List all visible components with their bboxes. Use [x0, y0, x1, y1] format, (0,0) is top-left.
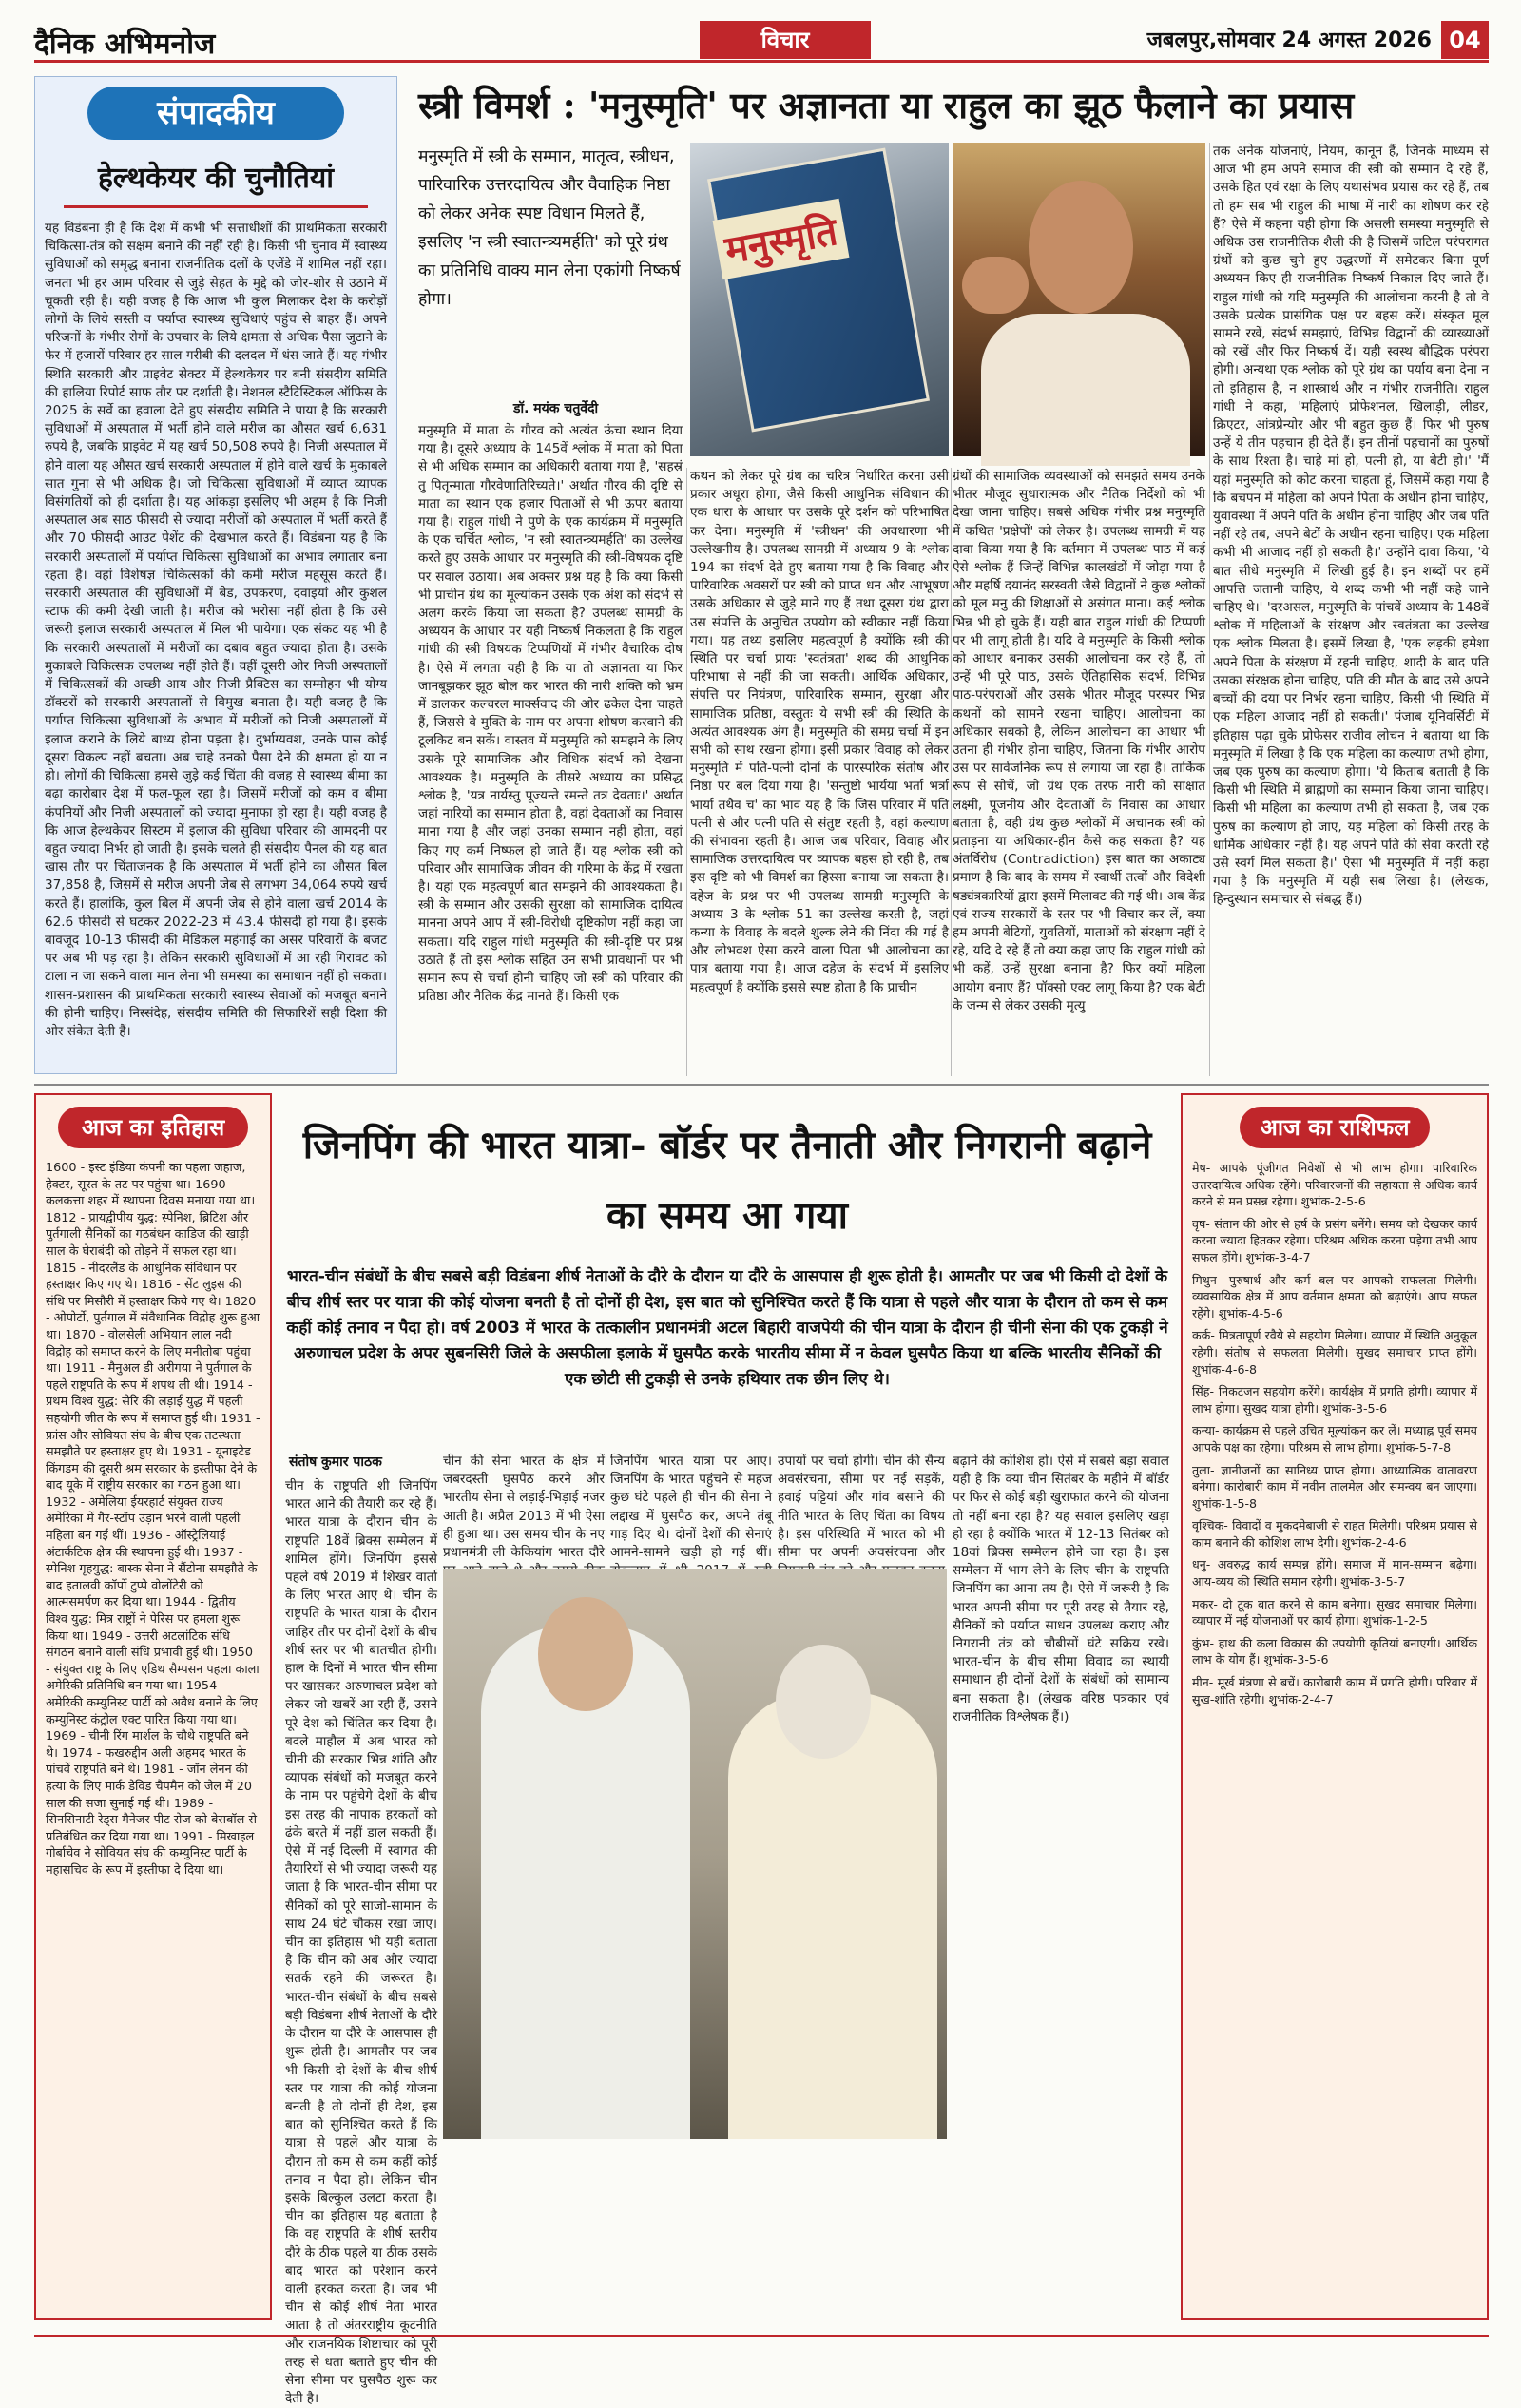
editorial-column — [34, 76, 397, 1074]
editorial-title-rule — [64, 205, 368, 208]
rashifal-body — [1192, 1160, 1477, 1707]
rashifal-item: तुला- ज्ञानीजनों का सानिध्य प्राप्त होगा। आध्यात्मिक वातावरण बनेगा। कारोबारी काम में नवीन तालमेल और समन्वय बन जाएगा। शुभांक-1-5-8 — [1192, 1462, 1477, 1511]
china-article-column-2: चीन की सेना भारत के क्षेत्र में जबरदस्ती घुसपैठ करने और भारतीय सेना से लड़ाई-भिड़ाई नजर आती है। अप्रैल 2013 में भी ऐसा ही हुआ था। उस समय चीन के नए प्रधानमंत्री ली केकियांग भारत दौरे — [443, 1454, 605, 1561]
rashifal-item: मिथुन- पुरुषार्थ और कर्म बल पर आपको सफलता मिलेगी। व्यवसायिक क्षेत्र में आप वर्तमान क्षमता को बढ़ाएंगे। आप सफल रहेंगे। शुभांक-4-5-6 — [1192, 1272, 1477, 1320]
photo-figure-hand — [962, 257, 1029, 314]
main-article-column-4: तक अनेक योजनाएं, नियम, कानून हैं, जिनके माध्यम से आज भी हम अपने समाज की स्त्री को सम्मान दे रहे हैं, उसके हित एवं रक्षा के लिए यथासंभव प्रयास कर रहे हैं, तब तो हम सब भी राहुल की भाषा में नारी का शोषण कर रहे हैं? ऐसे में कहना यही होगा कि असली समस्या मनुस्मृति से अधिक उस राजनीतिक शैली की है जिसमें जटिल परंपरागत ग्रंथों को कुछ चुने हुए उद्धरणों में समेटकर बिना पूर्ण अध्ययन किए ही राजनीतिक निष्कर्ष निकाल दिए जाते हैं। राहुल गांधी को यदि मनुस्मृति की आलोचना करनी है तो वे उसके प्रत्येक प्रासंगिक पक्ष पर बहस करें। संस्कृत मूल सामने रखें, संदर्भ समझाएं, विभिन्न विद्वानों की व्याख्याओं को रखें और फिर निष्कर्ष दें। यही स्वस्थ बौद्धिक परंपरा होगी। अन्यथा एक श्लोक को पूरे ग्रंथ का पर्याय बना देना न तो इतिहास है, न शास्त्रार्थ और न गंभीर राजनीति। राहुल गांधी ने कहा, 'महिलाएं प्रोफेशनल, खिलाड़ी, लीडर, क्रिएटर, आंत्रप्रेन्योर और भी बहुत कुछ हैं। फिर भी पुरुष उन्हें ये तीन पहचान ही देते हैं। इन तीनों पहचानों का पुरुषों के साथ रिश्ता है। चाहे मां हो, पत्नी हो, या बेटी हो।' 'मैं यहां मनुस्मृति को कोट करना चाहता हूं, जिसमें कहा गया है कि बचपन में महिला को अपने पिता के अधीन होना चाहिए, युवावस्था में अपने पति के अधीन होना चाहिए और जब पति नहीं रहे तब, अपने बेटों के अधीन रहना चाहिए। एक महिला कभी भी आजाद नहीं हो सकती है।' उन्होंने दावा किया, 'ये बात सीधे मनुस्मृति में लिखी हुई है। इन शब्दों पर हमें आपत्ति जतानी चाहिए, ये शब्द कभी भी नहीं कहे जाने चाहिए थे।' 'दरअसल, मनुस्मृति के पांचवें अध्याय के 148वें श्लोक में महिलाओं के संरक्षण और स्वतंत्रता का उल्लेख एक श्लोक मिलता है। इसमें लिखा है, 'एक लड़की हमेशा अपने पिता के संरक्षण में रहनी चाहिए, शादी के बाद पति उसका संरक्षक होना चाहिए, पति की मौत के बाद उसे अपने बच्चों की दया पर निर्भर रहना चाहिए, किसी भी स्थिति में एक महिला आजाद नहीं हो सकती।' पंजाब यूनिवर्सिटी में इतिहास पढ़ा चुके प्रोफेसर राजीव लोचन ने बताया था कि मनुस्मृति में लिखा है कि एक महिला का कल्याण तभी होगा, जब एक पुरुष का कल्याण होगा। 'ये किताब बताती है कि किसी भी स्थिति में ब्राह्मणों का सम्मान किया जाना चाहिए। किसी भी महिला का कल्याण तभी हो सकता है, जब एक पुरुष का कल्याण हो जाए, यह महिला को किसी तरह के धार्मिक अधिकार नहीं है। यह अपने पति की सेवा करती रहे उसे स्वर्ग मिल सकता है।' ऐसा भी मनुस्मृति में नहीं कहा गया है कि मनुस्मृति में यही सब लिखा है। (लेखक, हिन्दुस्थान समाचार से संबद्ध हैं।) — [1213, 144, 1489, 908]
rashifal-label: आज का राशिफल — [1240, 1107, 1430, 1148]
rashifal-item: कन्या- कार्यक्रम से पहले उचित मूल्यांकन कर लें। मध्याह्न पूर्व समय आपके पक्ष का रहेगा। परिश्रम से लाभ होगा। शुभांक-5-7-8 — [1192, 1423, 1477, 1454]
itihas-body: 1600 - इस्ट इंडिया कंपनी का पहला जहाज, हेक्टर, सूरत के तट पर पहुंचा था। 1690 - कलकत्ता शहर में स्थापना दिवस मनाया गया था। 1812 - प्रायद्वीपीय युद्ध: स्पेनिश, ब्रिटिश और पुर्तगाली सैनिकों का गठबंधन काडिज की खाड़ी साल के घेराबंदी को तोड़ने में सफल रहा था। 1815 - नीदरलैंड के आधुनिक संविधान पर हस्ताक्षर किए गए थे। 1816 - सेंट लुइस की संधि पर मिसौरी में हस्ताक्षर किये गए थे। 1820 - ओपोर्टो, पुर्तगाल में संवैधानिक विद्रोह शुरू हुआ था। 1870 - वोलसेली अभियान लाल नदी विद्रोह को समाप्त करने के लिए मनीतोबा पहुंचा था। 1911 - मैनुअल डी अरीगया ने पुर्तगाल के पहले राष्ट्रपति के रूप में शपथ ली थी। 1914 - प्रथम विश्व युद्ध: सेरि की लड़ाई युद्ध में पहली सहयोगी जीत के रूप में समाप्त हुई थी। 1931 - फ्रांस और सोवियत संघ के बीच एक तटस्थता समझौते पर हस्ताक्षर हुए थे। 1931 - यूनाइटेड किंगडम की दूसरी श्रम सरकार के इस्तीफा देने के बाद यूके में राष्ट्रीय सरकार का गठन हुआ था। 1932 - अमेलिया ईयरहार्ट संयुक्त राज्य अमेरिका में गैर-स्टॉप उड़ान भरने वाली पहली महिला बन गईं थीं। 1936 - ऑस्ट्रेलियाई अंटार्कटिक क्षेत्र की स्थापना हुई थी। 1937 - स्पेनिश गृहयुद्ध: बास्क सेना ने सैंटोना समझौते के बाद इतालवी कॉर्पो टुप्पे वोलोंटेरी को आत्मसमर्पण कर दिया था। 1944 - द्वितीय विश्व युद्ध: मित्र राष्ट्रों ने पेरिस पर हमला शुरू किया था। 1949 - उत्तरी अटलांटिक संधि संगठन बनाने वाली संधि प्रभावी हुई थी। 1950 - संयुक्त राष्ट्र के लिए एडिथ सैम्पसन पहला काला अमेरिकी प्रतिनिधि बन गया था। 1954 - अमेरिकी कम्युनिस्ट पार्टी को अवैध बनाने के लिए कम्युनिस्ट कंट्रोल एक्ट पारित किया गया था। 1969 - चीनी रिंग मार्शल के चौथे राष्ट्रपति बने थे। 1974 - फखरुद्दीन अली अहमद भारत के पांचवें राष्ट्रपति बने थे। 1981 - जॉन लेनन की हत्या के लिए मार्क डेविड चैपमैन को जेल में 20 साल की सजा सुनाई गई थी। 1989 - सिनसिनाटी रेड्स मैनेजर पीट रोज को बेसबॉल से प्रतिबंधित कर दिया गया था। 1991 - मिखाइल गोर्बाचेव ने सोवियत संघ की कम्युनिस्ट पार्टी के महासचिव के रूप में इस्तीफा दे दिया था। — [46, 1161, 260, 1878]
rahul-gandhi-photo — [953, 143, 1205, 456]
xi-modi-photo — [443, 1569, 947, 2139]
rashifal-item: मेष- आपके पूंजीगत निवेशों से भी लाभ होगा। पारिवारिक उत्तरदायित्व अधिक रहेंगे। परिवारजनों की सहायता से अधिक कार्य करने से मन प्रसन्न रहेगा। शुभांक-2-5-6 — [1192, 1161, 1477, 1209]
china-article-intro: भारत-चीन संबंधों के बीच सबसे बड़ी विडंबना शीर्ष नेताओं के दौरे के दौरान या दौरे के आसपास ही शुरू होती है। आमतौर पर जब भी किसी दो देशों के बीच शीर्ष स्तर पर यात्रा की कोई योजना बनती है तो दोनों ही देश, इस बात को सुनिश्चित करते हैं कि यात्रा से पहले और यात्रा के दौरान तो कम से कम कहीं कोई तनाव न पैदा हो। वर्ष 2003 में भारत के तत्कालीन प्रधानमंत्री अटल बिहारी वाजपेयी की चीन यात्रा के दौरान ही चीनी सेना की एक टुकड़ी ने अरुणाचल प्रदेश के अपर सुबनसिरी जिले के असफीला इलाके में घुसपैठ करके भारतीय सीमा में न केवल घुसपैठ किया था बल्कि भारतीय सैनिकों की एक छोटी सी टुकड़ी से उनके हथियार तक छीन लिए थे। — [286, 1267, 1168, 1389]
photo-figure-right-head — [776, 1645, 871, 1759]
book-title-text: मनुस्मृति — [713, 199, 850, 279]
editorial-label: संपादकीय — [87, 87, 344, 140]
column-divider — [951, 468, 952, 1076]
rashifal-item: मीन- मूर्ख मंत्रणा से बचें। कारोबारी काम में प्रगति होगी। परिवार में सुख-शांति रहेगी। शुभांक-2-4-7 — [1192, 1675, 1477, 1706]
page-number: 04 — [1441, 21, 1489, 59]
china-article-column-5: बढ़ाने की कोशिश हो। ऐसे में सबसे बड़ा सवाल यही है कि क्या चीन सितंबर के महीने में बॉर्डर पर फिर से कोई बड़ी खुराफात करने की योजना तो नहीं बना रहा है? यह सवाल इसलिए खड़ा हो रहा है क्योंकि भारत में 12-13 सितंबर को 18वां ब्रिक्स सम्मेलन होने जा रहा है। इस सम्मेलन में भाग लेने के लिए चीन के राष्ट्रपति जिनपिंग का आना तय है। ऐसे में जरूरी है कि भारत अपनी सीमा पर पूरी तरह से तैयार रहे, सैनिकों को पर्याप्त साधन उपलब्ध कराए और निगरानी तंत्र को चौबीसों घंटे सक्रिय रखे। भारत-चीन के बीच सीमा विवाद का स्थायी समाधान ही दोनों देशों के संबंधों को सामान्य बना सकता है। (लेखक वरिष्ठ पत्रकार एवं राजनीतिक विश्लेषक हैं।) — [953, 1454, 1169, 1724]
rashifal-item: धनु- अवरुद्ध कार्य सम्पन्न होंगे। समाज में मान-सम्मान बढ़ेगा। आय-व्यय की स्थिति समान रहेगी। शुभांक-3-5-7 — [1192, 1557, 1477, 1589]
photo-figure-left-head — [538, 1597, 633, 1711]
section-label: विचार — [700, 21, 871, 59]
photo-figure-right — [728, 1692, 937, 2139]
photo-figure-shirt — [981, 314, 1190, 466]
editorial-title: हेल्थकेयर की चुनौतियां — [97, 162, 335, 195]
rashifal-column — [1181, 1093, 1489, 2320]
editorial-body: यह विडंबना ही है कि देश में कभी भी सत्ताधीशों की प्राथमिकता सरकारी चिकित्सा-तंत्र को सक्षम बनाने की नहीं रही है। किसी भी चुनाव में स्वास्थ्य सुविधाओं को समृद्ध बनाना राजनीतिक दलों के एजेंडे में शामिल नहीं रहा। जनता भी हर आम परिवार से जुड़े सेहत के मुद्दे को जोर-शोर से उठाने में चूकती रही है। यही वजह है कि आज भी कुल मिलाकर देश के करोड़ों लोगों के लिये सस्ती व पर्याप्त स्वास्थ्य सुविधाएं पहुंच से बाहर हैं। अपने परिजनों के गंभीर रोगों के उपचार के लिये क्षमता से अधिक पैसा जुटाने के फेर में हजारों परिवार हर साल गरीबी की दलदल में धंस जाते हैं। यह गंभीर स्थिति सरकारी और प्राइवेट सेक्टर में हेल्थकेयर पर बनी संसदीय समिति की हालिया रिपोर्ट साफ तौर पर दर्शाती है। नेशनल स्टैटिस्टिकल ऑफिस के 2025 के सर्वे का हवाला देते हुए संसदीय समिति ने पाया है कि सरकारी सुविधाओं में अस्पताल में भर्ती होने वाले मरीज का औसत खर्च 6,631 रुपये है, जबकि प्राइवेट में यह खर्च 50,508 रुपये है। निजी अस्पताल में होने वाला यह औसत खर्च सरकारी अस्पताल में होने वाले खर्च के मुकाबले सात गुना से भी अधिक है। जो चिकित्सा सुविधाओं में व्याप्त व्यापक विसंगतियों को ही दर्शाता है। यह आंकड़ा इसलिए भी अहम है कि निजी अस्पताल अब साठ फीसदी से ज्यादा मरीजों को अस्पताल में भर्ती करते हैं और 70 फीसदी आउट पेशेंट की देखभाल करते हैं। विडंबना यह है कि सरकारी अस्पतालों में पर्याप्त चिकित्सा सुविधाओं का अभाव लगातार बना रहता है। वहां विशेषज्ञ चिकित्सकों की कमी मरीज महसूस करते हैं। सरकारी अस्पताल की सुविधाओं में बेड, उपकरण, दवाइयां और कुशल स्टाफ की कमी देखी जाती है। मरीज को भरोसा नहीं होता है कि उसे जरूरी इलाज सरकारी अस्पताल में मिल भी पायेगा। एक संकट यह भी है कि सरकारी अस्पतालों में मरीजों का दबाव बहुत ज्यादा होता है। उसके मुकाबले चिकित्सक उपलब्ध नहीं होते हैं। वहीं दूसरी ओर निजी अस्पतालों में चिकित्सकों की अच्छी आय और निजी प्रैक्टिस का सम्मोहन भी योग्य डॉक्टरों को सरकारी अस्पतालों से विमुख बनाता है। यही वजह है कि पर्याप्त चिकित्सा सुविधाओं के अभाव में मरीजों को निजी अस्पतालों में इलाज कराने के लिये बाध्य होना पड़ता है। दुर्भाग्यवश, उनके पास कोई दूसरा विकल्प नहीं बचता। अब चाहे उनको पैसा देने की क्षमता हो या न हो। लोगों की चिकित्सा हमसे जुड़े कई चिंता की वजह से स्वास्थ्य बीमा का बढ़ा कारोबार देश में फल-फूल रहा है। जिसमें मरीजों को कम व बीमा कंपनियों और निजी अस्पतालों को ज्यादा मुनाफा हो रहा है। यही वजह है कि आज हेल्थकेयर सिस्टम में इलाज की सुविधा परिवार की आमदनी पर बहुत ज्यादा निर्भर हो जाती है। इसके चलते ही संसदीय पैनल की यह बात खास तौर पर चिंताजनक है कि अस्पताल में भर्ती होने का औसत बिल 37,858 है, जिसमें से मरीज अपनी जेब से लगभग 34,064 रुपये खर्च करते हैं। हालांकि, कुल बिल में अपनी जेब से होने वाला खर्च 2014 के 62.6 फीसदी से घटकर 2022-23 में 43.4 फीसदी हो गया है। इसके बावजूद 10-13 फीसदी की मेडिकल महंगाई का असर परिवारों के बजट पर अब भी पड़ रहा है। लेकिन सरकारी सुविधाओं में आ रही गिरावट को टाला न जा सकने वाला मान लेना भी समस्या का समाधान नहीं हो सकता। शासन-प्रशासन की प्राथमिकता सरकारी स्वास्थ्य सेवाओं को मजबूत बनाने की होनी चाहिए। निस्संदेह, संसदीय समिति की सिफारिशें सही दिशा की ओर संकेत देती हैं। — [45, 221, 387, 1039]
column-divider — [1209, 143, 1210, 1076]
china-article-column-3: जिनपिंग भारत यात्रा पर आए। जिनपिंग के भारत पहुंचने से महज कुछ घंटे पहले ही चीन की सेना ने लद्दाख में घुसपैठ कर, अपने तंबू गाड़ दिए थे। दोनों देशों की सेनाएं आमने-सामने खड़ी हो गई थीं। — [610, 1454, 772, 1561]
main-article-pullquote: मनुस्मृति में स्त्री के सम्मान, मातृत्व, स्त्रीधन, पारिवारिक उत्तरदायित्व और वैवाहिक निष्ठा को लेकर अनेक स्पष्ट विधान मिलते हैं, इसलिए 'न स्त्री स्वातन्त्र्यमर्हति' को पूरे ग्रंथ का प्रतिनिधि वाक्य मान लेना एकांगी निष्कर्ष होगा। — [418, 147, 681, 309]
china-article-column-4: उपायों पर चर्चा होगी। चीन की सैन्य अवसंरचना, सीमा पर नई सड़कें, हवाई पट्टियां और गांव बसाने की नीति भारत के लिए चिंता का विषय है। इस परिस्थिति में भारत को भी सीमा पर अपनी अवसंरचना और — [778, 1454, 945, 1561]
main-article-byline: डॉ. मयंक चतुर्वेदी — [513, 401, 599, 416]
rashifal-item: कर्क- मित्रतापूर्ण रवैये से सहयोग मिलेगा। व्यापार में स्थिति अनुकूल रहेगी। संतोष से सफलता मिलेगी। सुखद समाचार प्राप्त होंगे। शुभांक-4-6-8 — [1192, 1328, 1477, 1377]
main-article-column-3: ग्रंथों की सामाजिक व्यवस्थाओं को समझते समय उनके भीतर मौजूद सुधारात्मक और नैतिक निर्देशों को भी देखा जाना चाहिए। सबसे अधिक गंभीर प्रश्न मनुस्मृति में कथित 'प्रक्षेपों' को लेकर है। उपलब्ध सामग्री में यह दावा किया गया है कि वर्तमान में उपलब्ध पाठ में कई ऐसे श्लोक हैं जिन्हें विभिन्न कालखंडों में जोड़ा गया है और महर्षि दयानंद सरस्वती जैसे विद्वानों ने कुछ श्लोकों को मूल मनु की शिक्षाओं से असंगत माना। कई श्लोक भिन्न भी हो चुके हैं। यही बात राहुल गांधी की टिप्पणी पर भी लागू होती है। यदि वे मनुस्मृति के किसी श्लोक को आधार बनाकर उसकी आलोचना कर रहे हैं, तो उन्हें भी पूरे पाठ, उसके ऐतिहासिक संदर्भ, विभिन्न पाठ-परंपराओं और उसके भीतर मौजूद परस्पर भिन्न कथनों को सामने रखना चाहिए। आलोचना का अधिकार सबको है, लेकिन आलोचना का आधार भी उतना ही गंभीर होना चाहिए, जितना कि गंभीर आरोप उस पर सार्वजनिक रूप से लगाया जा रहा है। तार्किक रूप से सोचें, जो ग्रंथ एक तरफ नारी को साक्षात लक्ष्मी, पूजनीय और देवताओं के निवास का आधार बताता है, वही ग्रंथ कुछ श्लोकों में अचानक स्त्री को प्रताड़ना या अधिकार-हीन कैसे कह सकता है? यह अंतर्विरोध (Contradiction) इस बात का अकाट्य प्रमाण है कि बाद के समय में स्वार्थी तत्वों और विदेशी षड्यंत्रकारियों द्वारा इसमें मिलावट की गई थी। अब केंद्र एवं राज्य सरकारों के स्तर पर भी विचार कर लें, क्या हम अपनी बेटियों, युवतियों, माताओं को संरक्षण नहीं दे रहे, यदि दे रहे हैं तो क्या कहा जाए कि राहुल गांधी को भी कहें, उन्हें सुरक्षा बनाना है? फिर क्यों महिला आयोग बनाए हैं? पॉक्सो एक्ट लागू किया है? एक बेटी के जन्म से लेकर उसकी मृत्यु — [953, 469, 1205, 1013]
book-cover — [707, 148, 930, 433]
main-article-column-1: मनुस्मृति में माता के गौरव को अत्यंत ऊंचा स्थान दिया गया है। दूसरे अध्याय के 145वें श्लोक में माता को पिता से भी अधिक सम्मान का अधिकारी बताया गया है, 'सहस्रं तु पितृन्माता गौरवेणातिरिच्यते।' अर्थात गौरव की दृष्टि से माता का स्थान एक हजार पिताओं से भी ऊपर बताया गया है। राहुल गांधी ने पुणे के एक कार्यक्रम में मनुस्मृति के एक चर्चित श्लोक, 'न स्त्री स्वातन्त्र्यमर्हति' का उल्लेख करते हुए उसके आधार पर मनुस्मृति की स्त्री-विषयक दृष्टि पर सवाल उठाया। अब अक्सर प्रश्न यह है कि क्या किसी भी प्राचीन ग्रंथ का मूल्यांकन उसके एक अंश को संदर्भ से अलग करके किया जा सकता है? उपलब्ध सामग्री के अध्ययन के आधार पर यही निष्कर्ष निकलता है कि राहुल गांधी की स्त्री विषयक टिप्पणियों में गंभीर वैचारिक दोष है। ऐसे में लगता यही है कि या तो अज्ञानता या फिर जानबूझकर झूठ बोल कर भारत की नारी शक्ति को भ्रम में डालकर कल्चरल मार्क्सवाद की ओर ढकेल देना चाहते हैं, जिससे वे मुक्ति के नाम पर अपना शोषण करवाने की टूलकिट बन सकें। वास्तव में मनुस्मृति को समझने के लिए उसके पूरे सामाजिक और विधिक संदर्भ को देखना आवश्यक है। मनुस्मृति के तीसरे अध्याय का प्रसिद्ध श्लोक है, 'यत्र नार्यस्तु पूज्यन्ते रमन्ते तत्र देवताः।' अर्थात जहां नारियों का सम्मान होता है, वहां देवताओं का निवास माना गया है और जहां उनका सम्मान नहीं होता, वहां किए गए कर्म निष्फल हो जाते हैं। यह श्लोक स्त्री को परिवार और सामाजिक जीवन की गरिमा के केंद्र में रखता है। यहां एक महत्वपूर्ण बात समझने की आवश्यकता है। स्त्री के सम्मान और उसकी सुरक्षा को सामाजिक दायित्व मानना अपने आप में स्त्री-विरोधी दृष्टिकोण नहीं कहा जा सकता। यदि राहुल गांधी मनुस्मृति की स्त्री-दृष्टि पर प्रश्न उठाते हैं तो इस श्लोक सहित उन सभी प्रावधानों पर भी समान रूप से चर्चा होनी चाहिए जो स्त्री को परिवार की प्रतिष्ठा और नैतिक केंद्र मानते हैं। किसी एक — [418, 423, 683, 1005]
rashifal-item: वृष- संतान की ओर से हर्ष के प्रसंग बनेंगे। समय को देखकर कार्य करना ज्यादा हितकर रहेगा। परिश्रम अधिक करना पड़ेगा तभी आप सफल होंगे। शुभांक-3-4-7 — [1192, 1216, 1477, 1264]
china-article-byline: संतोष कुमार पाठक — [289, 1454, 382, 1470]
rashifal-item: मकर- दो टूक बात करने से काम बनेगा। सुखद समाचार मिलेगा। व्यापार में नई योजनाओं पर कार्य होगा। शुभांक-1-2-5 — [1192, 1596, 1477, 1628]
section-rule — [34, 1084, 1489, 1086]
itihas-label: आज का इतिहास — [58, 1107, 248, 1148]
column-divider — [686, 468, 687, 1076]
photo-figure-head — [1029, 181, 1133, 314]
dateline: जबलपुर,सोमवार 24 अगस्त 2026 — [1146, 29, 1432, 52]
rashifal-item: सिंह- निकटजन सहयोग करेंगे। कार्यक्षेत्र में प्रगति होगी। व्यापार में लाभ होगा। सुखद यात्रा होगी। शुभांक-3-5-6 — [1192, 1384, 1477, 1416]
footer-rule — [34, 2335, 1489, 2337]
newspaper-brand: दैनिक अभिमनोज — [34, 28, 216, 61]
china-article-headline: जिनपिंग की भारत यात्रा- बॉर्डर पर तैनाती और निगरानी बढ़ाने का समय आ गया — [302, 1123, 1152, 1238]
main-article-column-2: कथन को लेकर पूरे ग्रंथ का चरित्र निर्धारित करना उसी प्रकार अधूरा होगा, जैसे किसी आधुनिक संविधान की एक धारा के आधार पर उसके पूरे दर्शन को परिभाषित कर देना। मनुस्मृति में 'स्त्रीधन' की अवधारणा भी उल्लेखनीय है। उपलब्ध सामग्री में अध्याय 9 के श्लोक 194 का संदर्भ देते हुए बताया गया है कि विवाह और पारिवारिक अवसरों पर स्त्री को प्राप्त धन और आभूषण उसके अधिकार से जुड़े माने गए हैं तथा दूसरा ग्रंथ द्वारा उस संपत्ति के अनुचित उपयोग को स्वीकार नहीं किया गया। यह तथ्य इसलिए महत्वपूर्ण है क्योंकि स्त्री की स्थिति पर चर्चा प्रायः 'स्वतंत्रता' शब्द की आधुनिक परिभाषा से नहीं की जा सकती। आर्थिक अधिकार, संपत्ति पर नियंत्रण, पारिवारिक सम्मान, सुरक्षा और सामाजिक प्रतिष्ठा, वस्तुतः ये सभी स्त्री की स्थिति के अत्यंत आवश्यक अंग हैं। मनुस्मृति की समग्र चर्चा में इन सभी को साथ रखना होगा। इसी प्रकार विवाह को लेकर मनुस्मृति में पति-पत्नी दोनों के पारस्परिक संतोष और निष्ठा पर बल दिया गया है। 'सन्तुष्टो भार्यया भर्ता भर्त्रा भार्या तथैव च' का भाव यह है कि जिस परिवार में पति पत्नी से और पत्नी पति से संतुष्ट रहती है, वहां कल्याण की संभावना रहती है। आज जब परिवार, विवाह और सामाजिक उत्तरदायित्व पर व्यापक बहस हो रही है, तब इस दृष्टि को भी विमर्श का हिस्सा बनाया जा सकता है। दहेज के प्रश्न पर भी उपलब्ध सामग्री मनुस्मृति के अध्याय 3 के श्लोक 51 का उल्लेख करती है, जहां कन्या के विवाह के बदले शुल्क लेने की निंदा की गई है और लोभवश ऐसा करने वाला पिता भी आलोचना का पात्र बताया गया है। आज दहेज के संदर्भ में इसलिए महत्वपूर्ण है क्योंकि इससे स्पष्ट होता है कि प्राचीन — [690, 469, 949, 995]
rashifal-item: कुंभ- हाथ की कला विकास की उपयोगी कृतियां बनाएगी। आर्थिक लाभ के योग हैं। शुभांक-3-5-6 — [1192, 1635, 1477, 1667]
itihas-column — [34, 1093, 272, 2320]
manusmriti-book-photo — [690, 143, 949, 456]
masthead — [34, 21, 1489, 63]
main-article-headline: स्त्री विमर्श : 'मनुस्मृति' पर अज्ञानता या राहुल का झूठ फैलाने का प्रयास — [418, 84, 1355, 126]
china-article-column-1: चीन के राष्ट्रपति शी जिनपिंग भारत आने की तैयारी कर रहे हैं। भारत यात्रा के दौरान चीन के राष्ट्रपति 18वें ब्रिक्स सम्मेलन में शामिल होंगे। जिनपिंग इससे पहले वर्ष 2019 में शिखर वार्ता के लिए भारत आए थे। चीन के राष्ट्रपति के भारत यात्रा के दौरान जाहिर तौर पर दोनों देशों के बीच शीर्ष स्तर पर भी बातचीत होगी। हाल के दिनों में भारत चीन सीमा पर खासकर अरुणाचल प्रदेश को लेकर जो खबरें आ रही हैं, उसने पूरे देश को चिंतित कर दिया है। बदले माहौल में अब भारत को चीनी की सरकार भिन्न शांति और व्यापक संबंधों को मजबूत करने के नाम पर पहुंचेगे देशों के बीच इस तरह की नापाक हरकतों को ढंके बरते में नहीं डाल सकती हैं। ऐसे में नई दिल्ली में स्वागत की तैयारियों से भी ज्यादा जरूरी यह जाता है कि भारत-चीन सीमा पर सैनिकों को पूरे साजो-सामान के साथ 24 घंटे चौकस रखा जाए। चीन का इतिहास भी यही बताता है कि चीन को अब और ज्यादा सतर्क रहने की जरूरत है। भारत-चीन संबंधों के बीच सबसे बड़ी विडंबना शीर्ष नेताओं के दौरे के दौरान या दौरे के आसपास ही शुरू होती है। आमतौर पर जब भी किसी दो देशों के बीच शीर्ष स्तर पर यात्रा की कोई योजना बनती है तो दोनों ही देश, इस बात को सुनिश्चित करते हैं कि यात्रा से पहले और यात्रा के दौरान तो कम से कम कहीं कोई तनाव न पैदा हो। लेकिन चीन इसके बिल्कुल उलटा करता है। चीन का इतिहास यह बताता है कि वह राष्ट्रपति के शीर्ष स्तरीय दौरे के ठीक पहले या ठीक उसके बाद भारत को परेशान करने वाली हरकत करता है। जब भी चीन से कोई शीर्ष नेता भारत आता है तो अंतरराष्ट्रीय कूटनीति और राजनयिक शिष्टाचार को पूरी तरह से धता बताते हुए चीन की सेना सीमा पर घुसपैठ शुरू कर देती है। — [285, 1478, 437, 2407]
rashifal-item: वृश्चिक- विवादों व मुकदमेबाजी से राहत मिलेगी। परिश्रम प्रयास से काम बनाने की कोशिश लाभ देगी। शुभांक-2-4-6 — [1192, 1518, 1477, 1550]
